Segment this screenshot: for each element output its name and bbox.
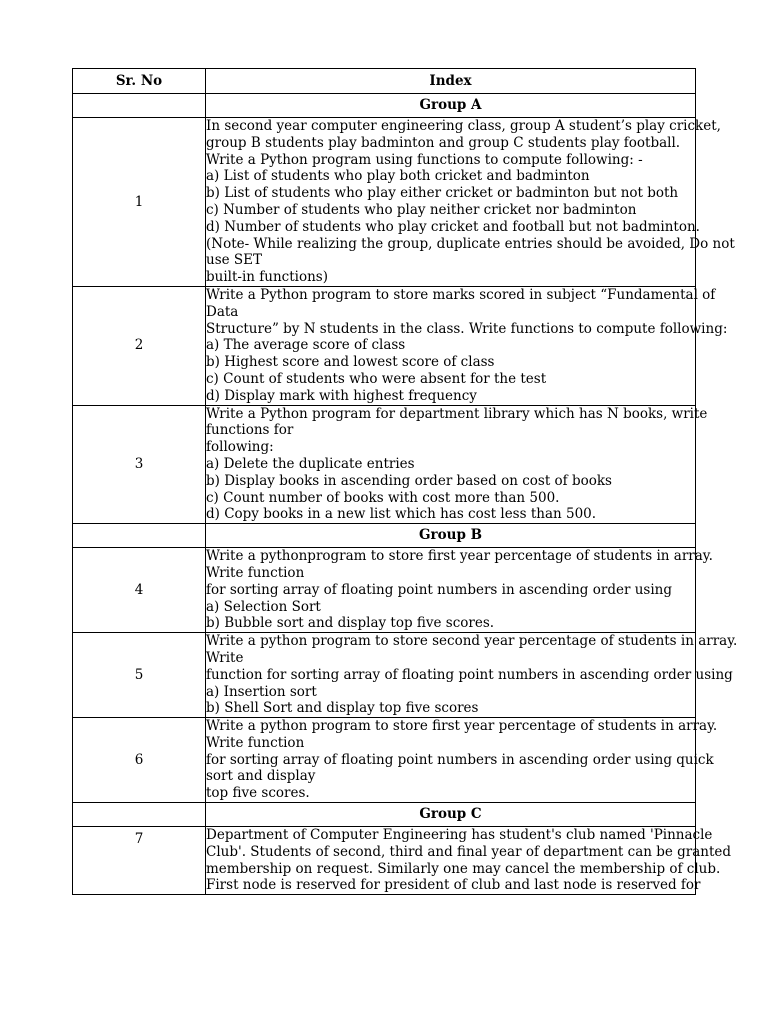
statement-line: group B students play badminton and group C students play football. <box>206 134 681 151</box>
statement-line: Data <box>206 303 239 320</box>
statement-line: Structure” by N students in the class. Write functions to compute following: <box>206 320 728 337</box>
sr-number: 2 <box>73 286 206 405</box>
statement-line: Write a python program to store first year percentage of students in array. <box>206 718 718 735</box>
statement-line: a) Delete the duplicate entries <box>206 455 415 472</box>
statement-line: c) Count number of books with cost more than 500. <box>206 489 560 506</box>
statement-line: d) Display mark with highest frequency <box>206 387 477 404</box>
statement-line: d) Number of students who play cricket and football but not badminton. <box>206 218 700 235</box>
empty-sr-cell <box>73 803 206 827</box>
statement-line: Write a python program to store second year percentage of students in array. <box>206 633 738 650</box>
group-header-row <box>73 803 696 827</box>
sr-number: 3 <box>73 405 206 524</box>
statement-line: a) Insertion sort <box>206 683 317 700</box>
statement-line: for sorting array of floating point numbers in ascending order using quick <box>206 751 714 768</box>
table-body <box>73 94 738 895</box>
statement-line: Club'. Students of second, third and final year of department can be granted <box>206 843 732 860</box>
table-row <box>73 118 696 287</box>
statement-line: for sorting array of floating point numbers in ascending order using <box>206 581 672 598</box>
statement-line: Write <box>206 649 244 666</box>
sr-number: 6 <box>73 718 206 803</box>
statement-line: a) The average score of class <box>206 337 406 354</box>
assignment-index-table <box>72 68 738 895</box>
index-header: Index <box>206 69 696 94</box>
problem-statement <box>206 548 713 633</box>
table-row <box>73 827 696 895</box>
statement-line: d) Copy books in a new list which has cost less than 500. <box>206 506 597 523</box>
group-header-row <box>73 524 696 548</box>
statement-line: Write function <box>206 564 305 581</box>
statement-line: functions for <box>206 422 294 439</box>
group-label: Group B <box>206 524 696 548</box>
statement-line: Write a pythonprogram to store first year percentage of students in array. <box>206 548 713 565</box>
statement-line: a) Selection Sort <box>206 598 321 615</box>
group-label: Group A <box>206 94 696 118</box>
statement-line: Department of Computer Engineering has student's club named 'Pinnacle <box>206 827 713 844</box>
group-label: Group C <box>206 803 696 827</box>
statement-line: a) List of students who play both cricket and badminton <box>206 168 590 185</box>
group-header-row <box>73 94 696 118</box>
table-row <box>73 405 696 524</box>
sr-number: 1 <box>73 118 206 287</box>
statement-line: c) Number of students who play neither cricket nor badminton <box>206 201 637 218</box>
statement-line: Write a Python program to store marks scored in subject “Fundamental of <box>206 286 716 303</box>
empty-sr-cell <box>73 94 206 118</box>
problem-statement <box>206 718 718 803</box>
statement-line: b) Bubble sort and display top five scores. <box>206 615 495 632</box>
sr-number: 5 <box>73 633 206 718</box>
statement-line: b) Highest score and lowest score of class <box>206 354 495 371</box>
problem-statement <box>206 118 735 287</box>
table-row <box>73 633 696 718</box>
problem-statement <box>206 827 732 895</box>
statement-line: following: <box>206 439 274 456</box>
statement-line: First node is reserved for president of club and last node is reserved for <box>206 877 701 894</box>
statement-line: b) List of students who play either cricket or badminton but not both <box>206 185 679 202</box>
statement-line: Write function <box>206 734 305 751</box>
statement-line: use SET <box>206 252 263 269</box>
problem-statement <box>206 405 708 524</box>
statement-line: (Note- While realizing the group, duplicate entries should be avoided, Do not <box>206 235 735 252</box>
statement-line: c) Count of students who were absent for the test <box>206 370 547 387</box>
sr-no-header: Sr. No <box>73 69 206 94</box>
table-row <box>73 286 696 405</box>
sr-number: 4 <box>73 548 206 633</box>
statement-line: membership on request. Similarly one may cancel the membership of club. <box>206 860 721 877</box>
problem-statement <box>206 633 738 718</box>
statement-line: built-in functions) <box>206 269 328 286</box>
problem-statement <box>206 286 728 405</box>
statement-line: b) Display books in ascending order based on cost of books <box>206 472 612 489</box>
statement-line: Write a Python program using functions to compute following: - <box>206 151 643 168</box>
statement-line: function for sorting array of floating point numbers in ascending order using <box>206 666 733 683</box>
table-row <box>73 548 696 633</box>
table-header-row <box>73 69 696 94</box>
statement-line: sort and display <box>206 768 316 785</box>
statement-line: Write a Python program for department library which has N books, write <box>206 405 708 422</box>
statement-line: top five scores. <box>206 785 310 802</box>
statement-line: b) Shell Sort and display top five scores <box>206 700 479 717</box>
table-row <box>73 718 696 803</box>
sr-number: 7 <box>73 827 206 895</box>
empty-sr-cell <box>73 524 206 548</box>
statement-line: In second year computer engineering class, group A student’s play cricket, <box>206 118 721 134</box>
